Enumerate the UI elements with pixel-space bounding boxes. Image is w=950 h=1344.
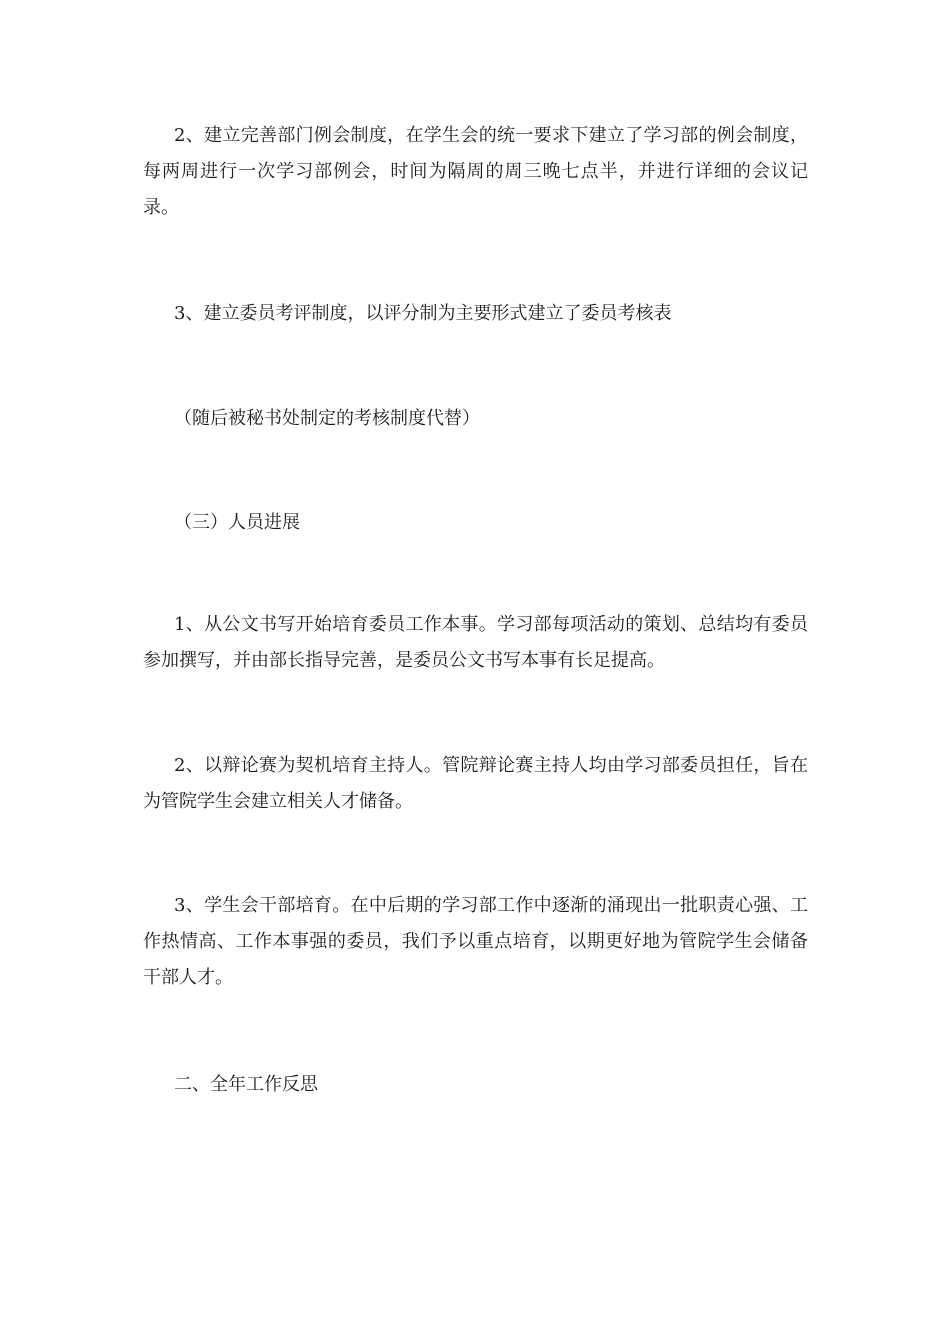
- paragraph-debate-host: 2、以辩论赛为契机培育主持人。管院辩论赛主持人均由学习部委员担任，旨在为管院学生会建立相关人才储备。: [143, 755, 808, 812]
- paragraph-evaluation-system: 3、建立委员考评制度，以评分制为主要形式建立了委员考核表: [174, 303, 672, 324]
- paragraph-evaluation-note: （随后被秘书处制定的考核制度代替）: [174, 408, 480, 429]
- paragraph-document-writing: 1、从公文书写开始培育委员工作本事。学习部每项活动的策划、总结均有委员参加撰写，并由部长指导完善，是委员公文书写本事有长足提高。: [143, 614, 808, 671]
- section-heading-reflection: 二、全年工作反思: [174, 1074, 318, 1095]
- paragraph-meeting-system: 2、建立完善部门例会制度，在学生会的统一要求下建立了学习部的例会制度，每两周进行一次学习部例会，时间为隔周的周三晚七点半，并进行详细的会议记录。: [143, 125, 808, 218]
- section-heading-personnel: （三）人员进展: [174, 512, 300, 533]
- paragraph-cadre-training: 3、学生会干部培育。在中后期的学习部工作中逐渐的涌现出一批职责心强、工作热情高、工作本事强的委员，我们予以重点培育，以期更好地为管院学生会储备干部人才。: [143, 895, 808, 988]
